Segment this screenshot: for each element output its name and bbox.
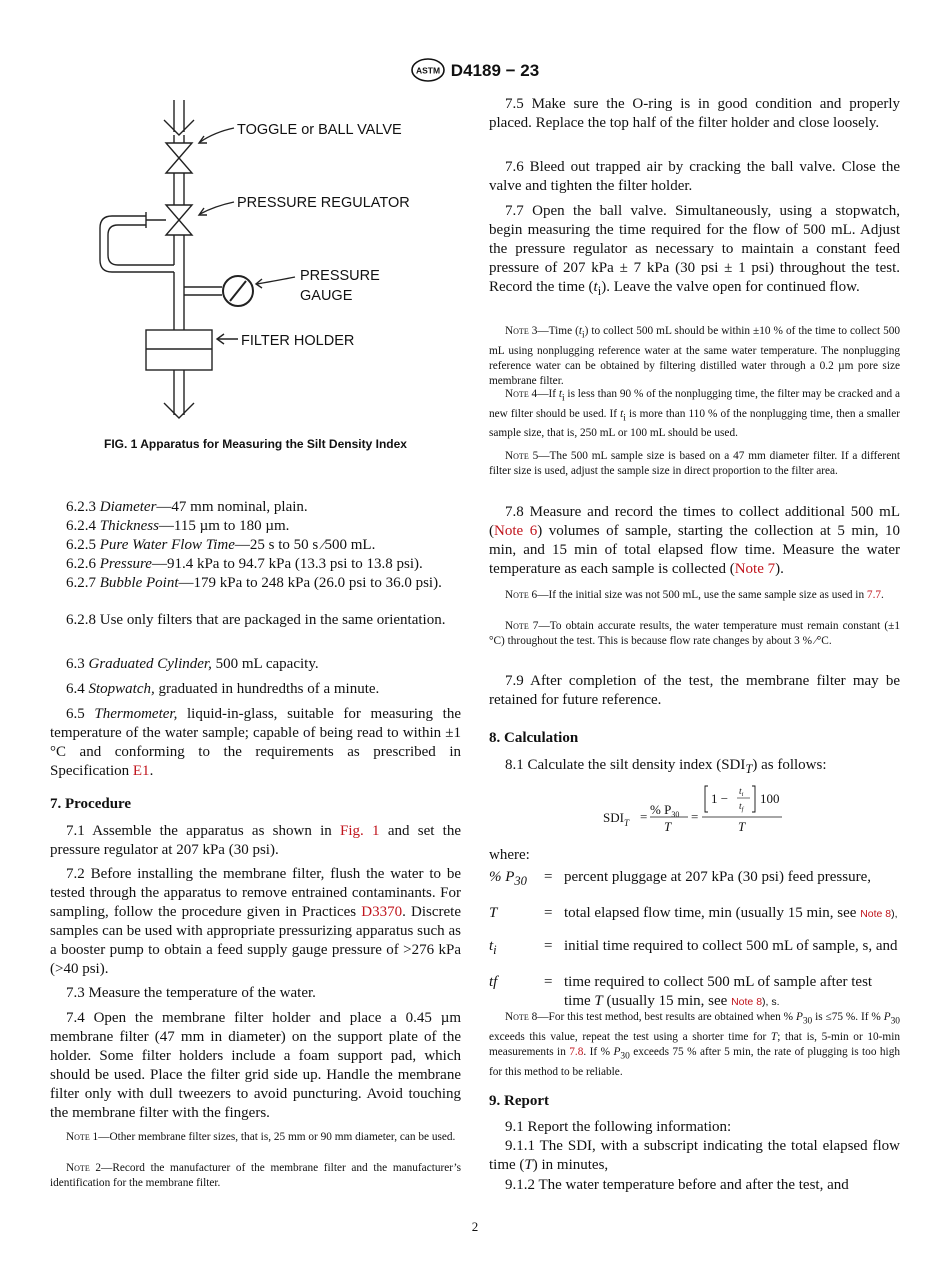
astm-logo-text: ASTM (415, 65, 440, 76)
def-tf: tf = time required to collect 500 mL of sample after test time T (usually 15 min, see Note 8), s. (489, 974, 873, 1010)
label-regulator: PRESSURE REGULATOR (237, 195, 410, 211)
figure-caption: FIG. 1 Apparatus for Measuring the Silt Density Index (104, 437, 407, 451)
apparatus-figure (50, 90, 461, 435)
note-5: Note 5—The 500 mL sample size is based on a 47 mm diameter filter. If a different filter size is used, adjust the sample size in direct proportion to the filter area. (489, 450, 900, 478)
para-9-1: 9.1 Report the following information: (505, 1119, 732, 1135)
svg-text:1 −: 1 − (711, 791, 729, 806)
link-note8-a[interactable]: Note 8 (860, 908, 892, 920)
section-8-heading: 8. Calculation (489, 730, 579, 746)
para-7-2: 7.2 Before installing the membrane filter, flush the water to be tested through the apparatus to remove entrained contaminants. For sampling, follow the procedure given in Practices D3370. Discrete samples can be used with appropriate pressurizing apparatus such as a booster pump to obtain a feed supply gauge pressure of >276 kPa (>40 psi). (50, 866, 461, 978)
para-7-1: 7.1 Assemble the apparatus as shown in Fig. 1 and set the pressure regulator at 207 kPa (30 psi). (50, 823, 461, 859)
para-7-8: 7.8 Measure and record the times to collect additional 500 mL (Note 6) volumes of sample, starting the collection at 5 min, 10 min, and 15 min of total elapsed flow time. Measure the water temperature as each sample is collected (Note 7). (489, 504, 901, 578)
label-gauge-1: PRESSURE (300, 268, 380, 284)
link-note6[interactable]: Note 6 (494, 523, 538, 540)
note-6: Note 6—If the initial size was not 500 mL, use the same sample size as used in 7.7. (505, 589, 884, 601)
def-t: T = total elapsed flow time, min (usually 15 min, see Note 8), (489, 905, 898, 921)
para-7-3: 7.3 Measure the temperature of the water. (66, 985, 316, 1001)
svg-text:T: T (664, 819, 672, 834)
para-6-5: 6.5 Thermometer, liquid-in-glass, suitable for measuring the temperature of the water sample; capable of being read to within ±1 °C and conforming to the requirements as prescribed in Specification E1. (50, 706, 462, 780)
note-7: Note 7—To obtain accurate results, the water temperature must remain constant (±1 °C) throughout the test. This is because flow rate changes by about 3 % ⁄°C. (489, 620, 900, 648)
para-6-2-3: 6.2.3 Diameter—47 mm nominal, plain. (66, 499, 308, 515)
note-1: Note 1—Other membrane filter sizes, that is, 25 mm or 90 mm diameter, can be used. (66, 1131, 456, 1143)
svg-text:tf: $t_f$ (739, 802, 744, 813)
para-7-7: 7.7 Open the ball valve. Simultaneously, using a stopwatch, begin measuring the time required for the flow of 500 mL. Adjust the pressure regulator as necessary to maintain a constant feed pressure of 207 kPa ± 7 kPa (30 psi ± 1 psi) throughout the test. Record the time $(t_i)$. Leave the valve open for continued flow. (489, 203, 900, 299)
link-note7[interactable]: Note 7 (734, 561, 776, 578)
para-7-9: 7.9 After completion of the test, the membrane filter may be retained for future reference. (489, 673, 900, 709)
svg-text:=: = (640, 809, 648, 824)
para-6-2-4: 6.2.4 Thickness—115 µm to 180 µm. (66, 518, 290, 534)
para-6-4: 6.4 Stopwatch, graduated in hundredths of a minute. (66, 681, 380, 697)
svg-text:ti: $t_i$ (739, 787, 744, 798)
label-gauge-2: GAUGE (300, 288, 353, 304)
para-7-4: 7.4 Open the membrane filter holder and place a 0.45 µm membrane filter (47 mm in diameter) on the support plate of the holder. Some filter holders include a foam support pad, which should be used. Place the filter grid side up. Handle the membrane filter only with dull tweezers to avoid puncturing. Avoid touching the membrane filter with the fingers. (50, 1010, 462, 1122)
para-9-1-1: 9.1.1 The SDI, with a subscript indicating the total elapsed flow time (T) in minutes, (489, 1138, 900, 1174)
link-fig1[interactable]: Fig. 1 (340, 823, 380, 839)
para-9-1-2: 9.1.2 The water temperature before and after the test, and (505, 1177, 849, 1193)
link-d3370[interactable]: D3370 (361, 904, 403, 921)
document-id: D4189 − 23 (450, 61, 540, 80)
link-7-8[interactable]: 7.8 (569, 1046, 584, 1059)
label-holder: FILTER HOLDER (241, 333, 355, 349)
svg-text:SDIT: $SDI_T$ (603, 810, 629, 828)
para-6-2-6: 6.2.6 Pressure—91.4 kPa to 94.7 kPa (13.3 psi to 13.8 psi). (66, 556, 423, 572)
svg-text:100: 100 (760, 791, 780, 806)
para-7-6: 7.6 Bleed out trapped air by cracking the ball valve. Close the valve and tighten the filter holder. (489, 159, 900, 195)
page-number: 2 (471, 1219, 479, 1234)
para-6-3: 6.3 Graduated Cylinder, 500 mL capacity. (66, 656, 319, 672)
note-3: Note 3—Time $(t_i)$ to collect 500 mL should be within ±10 % of the time to collect 500 mL using nonplugging reference water at the same water temperature. The nonplugging reference water can be obtained by filtering distilled water through a 0.2 µm pore size membrane filter. (489, 325, 901, 388)
sdi-formula (600, 780, 800, 836)
link-e1[interactable]: E1 (132, 763, 150, 780)
def-ti: $t_i$ = initial time required to collect 500 mL of sample, s, and (489, 938, 898, 957)
note-4: Note 4—If $t_i$ is less than 90 % of the nonplugging time, the filter may be cracked and a new filter should be used. If $t_i$ is more than 110 % of the nonplugging time, then a smaller sample size, that is, 250 mL or 100 mL should be used. (489, 388, 900, 440)
svg-text:=: = (691, 809, 699, 824)
label-valve: TOGGLE or BALL VALVE (237, 122, 402, 138)
note-2: Note 2—Record the manufacturer of the membrane filter and the manufacturer’s identification for the membrane filter. (50, 1162, 461, 1190)
para-8-1: 8.1 Calculate the silt density index $(SDI_T)$ as follows: (505, 757, 827, 776)
where-label: where: (489, 847, 530, 863)
para-6-2-7: 6.2.7 Bubble Point—179 kPa to 248 kPa (26.0 psi to 36.0 psi). (66, 575, 442, 591)
para-6-2-5: 6.2.5 Pure Water Flow Time—25 s to 50 s ⁄500 mL. (66, 537, 376, 553)
astm-logo (411, 58, 445, 82)
link-7-7[interactable]: 7.7 (866, 589, 882, 601)
para-6-2-8: 6.2.8 Use only filters that are packaged in the same orientation. (66, 612, 446, 628)
def-p30: % $P_{30}$ = percent pluggage at 207 kPa (30 psi) feed pressure, (489, 869, 871, 888)
svg-text:T: T (738, 819, 746, 834)
para-7-5: 7.5 Make sure the O-ring is in good condition and properly placed. Replace the top half of the filter holder and close loosely. (489, 96, 901, 132)
note-8: Note 8—For this test method, best results are obtained when % $P_{30}$ is ≤75 %. If % $P_{30}$ exceeds this value, repeat the test using a shorter time for T; that is, 5-min or 10-min measurements in 7.8. If % $P_{30}$ exceeds 75 % after 5 min, the rate of plugging is too high for this method to be reliable. (489, 1011, 901, 1078)
section-7-heading: 7. Procedure (50, 796, 132, 812)
page-header (0, 58, 950, 82)
section-9-heading: 9. Report (489, 1093, 549, 1109)
link-note8-b[interactable]: Note 8 (731, 996, 763, 1009)
svg-text:% P30: % $P_{30}$ (650, 802, 680, 819)
